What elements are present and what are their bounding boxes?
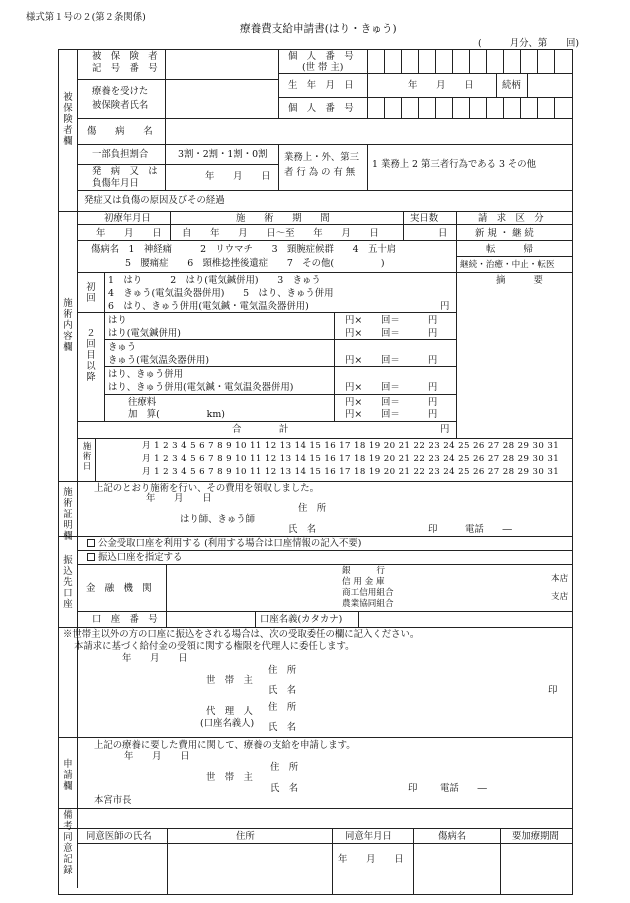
later-item-6: はり、きゅう併用(電気鍼・電気温灸器併用) [108,382,294,393]
form-number: 様式第１号の２(第２条関係) [26,12,146,23]
day-row-3[interactable]: 月 1 2 3 4 5 6 7 8 9 10 11 12 13 14 15 16 17 18 19 20 21 22 23 24 25 26 27 28 29 30 31 [142,467,560,477]
relation-label: 続柄 [502,80,521,91]
summary-label: 摘 要 [496,275,543,286]
head-office[interactable]: 本店 [551,574,569,584]
side-bank: 振込先口座 [63,555,73,610]
proof-statement: 上記のとおり施術を行い、その費用を領収しました。 [94,483,320,494]
later-visit-label: ２回目以降 [86,328,96,383]
personal-number-label: 個 人 番 号 [288,51,354,62]
later-item-1: はり [108,315,127,326]
consent-doctor-label: 同意医師の氏名 [86,831,152,842]
disease-label: 傷 病 名 [87,126,153,137]
delegate-head-address[interactable]: 住 所 [268,665,297,676]
days-unit[interactable]: 日 [438,228,448,239]
burden-options[interactable]: 3割・2割・1割・0割 [178,149,268,160]
personal-number-label-2: 個 人 番 号 [288,103,354,114]
agent-address[interactable]: 住 所 [268,702,297,713]
apply-seal: 印 [408,783,418,794]
institution-label: 金 融 機 関 [86,583,152,594]
work-options[interactable]: 1 業務上 2 第三者行為である 3 その他 [372,159,537,170]
travel-label: 往療料 [128,397,157,408]
bank-option-specify[interactable]: 振込口座を指定する [87,553,182,562]
later-item-5: はり、きゅう併用 [108,369,184,380]
apply-address[interactable]: 住 所 [270,762,299,773]
onset-label-2: 負傷年月日 [92,178,139,189]
account-name-label: 口座名義(カタカナ) [260,614,343,625]
period-value[interactable]: 自 年 月 日～至 年 月 日 [182,228,379,239]
proof-date[interactable]: 年 月 日 [146,493,212,504]
apply-date[interactable]: 年 月 日 [124,751,190,762]
total-yen: 円 [440,424,450,435]
inst-nokyo[interactable]: 農業協同組合 [342,599,394,609]
side-consent: 同意記録 [63,832,73,876]
account-number-label: 口 座 番 号 [92,614,158,625]
proof-phone[interactable]: 電話 ― [465,524,512,535]
symbol-label: 被 保 険 者 [92,51,158,62]
side-apply: 申請欄 [63,759,73,792]
period-label: 施 術 期 間 [236,213,330,224]
branch-office[interactable]: 支店 [551,592,569,602]
outcome-options[interactable]: 継続・治癒・中止・転医 [460,260,555,270]
first-yen: 円 [440,301,450,312]
consent-date-label: 同意年月日 [345,831,392,842]
birth-label: 生 年 月 日 [288,80,354,91]
recipient-label-2: 被保険者氏名 [92,100,149,111]
bank-option-public[interactable]: 公金受取口座を利用する (利用する場合は口座情報の記入不要) [87,539,361,548]
proof-address[interactable]: 住 所 [298,503,327,514]
side-note: 備考 [63,810,73,832]
checkbox-public[interactable] [87,539,95,547]
days-label: 実日数 [410,213,439,224]
birth-date[interactable]: 年 月 日 [408,80,474,91]
calc-row-2[interactable]: 円× 回＝ 円 [345,328,438,339]
total-label: 合 計 [232,424,289,435]
agent-name[interactable]: 氏 名 [268,722,297,733]
delegate-head-name[interactable]: 氏 名 [268,685,297,696]
delegate-seal: 印 [548,685,558,696]
cause-label: 発症又は負傷の原因及びその経過 [84,195,225,206]
burden-label: 一部負担割合 [92,149,149,160]
claim-label: 請 求 区 分 [478,213,544,224]
consent-date-value[interactable]: 年 月 日 [338,854,404,865]
recipient-label: 療養を受けた [92,86,149,97]
later-item-2: はり(電気鍼併用) [108,328,181,339]
onset-label: 発 病 又 は [92,166,158,177]
disease-options-2[interactable]: 5 腰痛症 6 頸椎捻挫後遺症 7 その他( ) [125,258,385,269]
day-row-2[interactable]: 月 1 2 3 4 5 6 7 8 9 10 11 12 13 14 15 16 17 18 19 20 21 22 23 24 25 26 27 28 29 30 31 [142,454,560,464]
form-title: 療養費支給申請書(はり・きゅう) [240,23,397,35]
work-label: 業務上・外、第三 [284,152,360,163]
inst-bank[interactable]: 銀 行 [342,566,385,576]
day-row-1[interactable]: 月 1 2 3 4 5 6 7 8 9 10 11 12 13 14 15 16 17 18 19 20 21 22 23 24 25 26 27 28 29 30 31 [142,441,560,451]
apply-head-label: 世 帯 主 [206,772,253,783]
calc-row-addon[interactable]: 円× 回＝ 円 [345,409,438,420]
calc-row-travel[interactable]: 円× 回＝ 円 [345,397,438,408]
delegate-note: ※世帯主以外の方の口座に振込をされる場合は、次の受取委任の欄に記入ください。 [63,629,420,640]
personal-number-sub: (世 帯 主) [302,62,344,73]
symbol-label-2: 記 号 番 号 [92,63,158,74]
proof-name[interactable]: 氏 名 [288,524,317,535]
consent-disease-label: 傷病名 [438,831,467,842]
proof-seal: 印 [428,524,438,535]
first-option-3[interactable]: 6 はり、きゅう併用(電気鍼・電気温灸器併用) [108,301,309,312]
proof-practitioner: はり師、きゅう師 [180,514,256,525]
side-insured: 被保険者欄 [63,92,73,147]
onset-date[interactable]: 年 月 日 [205,171,271,182]
work-label-2: 者 行 為 の 有 無 [284,167,356,178]
addon-label: 加 算( km) [128,409,225,420]
later-item-3: きゅう [108,342,137,353]
calc-row-1[interactable]: 円× 回＝ 円 [345,315,438,326]
first-date-label: 初療年月日 [104,213,151,224]
calc-row-3[interactable]: 円× 回＝ 円 [345,355,438,366]
first-date-value[interactable]: 年 月 日 [96,228,162,239]
consent-period-label: 要加療期間 [512,831,559,842]
days-side-label: 施術日 [82,442,92,472]
apply-statement: 上記の療養に要した費用に関して、療養の支給を申請します。 [94,740,356,751]
checkbox-specify[interactable] [87,553,95,561]
calc-row-4[interactable]: 円× 回＝ 円 [345,382,438,393]
claim-options[interactable]: 新 規 ・ 継 続 [475,228,534,239]
delegate-date[interactable]: 年 月 日 [122,653,188,664]
delegate-statement: 本請求に基づく給付金の受領に関する権限を代理人に委任します。 [74,641,355,652]
first-visit-label: 初回 [86,282,96,304]
first-option-2[interactable]: 4 きゅう(電気温灸器併用) 5 はり、きゅう併用 [108,288,334,299]
apply-name[interactable]: 氏 名 [270,783,299,794]
inst-shoko[interactable]: 商工信用組合 [342,588,394,598]
inst-shinkin[interactable]: 信 用 金 庫 [342,577,385,587]
delegate-head-label: 世 帯 主 [206,675,253,686]
agent-label: 代 理 人 [206,706,253,717]
first-option-1[interactable]: 1 はり 2 はり(電気鍼併用) 3 きゅう [108,275,321,286]
later-item-4: きゅう(電気温灸器併用) [108,355,210,366]
agent-sub-label: (口座名義人) [200,718,255,729]
outcome-label: 転 帰 [486,244,533,255]
consent-address-label: 住所 [236,831,255,842]
period-label: ( 月分、第 回) [478,38,580,49]
side-treatment: 施術内容欄 [63,298,73,353]
apply-phone[interactable]: 電話 ― [440,783,487,794]
disease-options-1[interactable]: 傷病名 1 神経痛 2 リウマチ 3 頸腕症候群 4 五十肩 [91,244,397,255]
apply-recipient: 本宮市長 [94,795,132,806]
side-proof: 施術証明欄 [63,487,73,542]
